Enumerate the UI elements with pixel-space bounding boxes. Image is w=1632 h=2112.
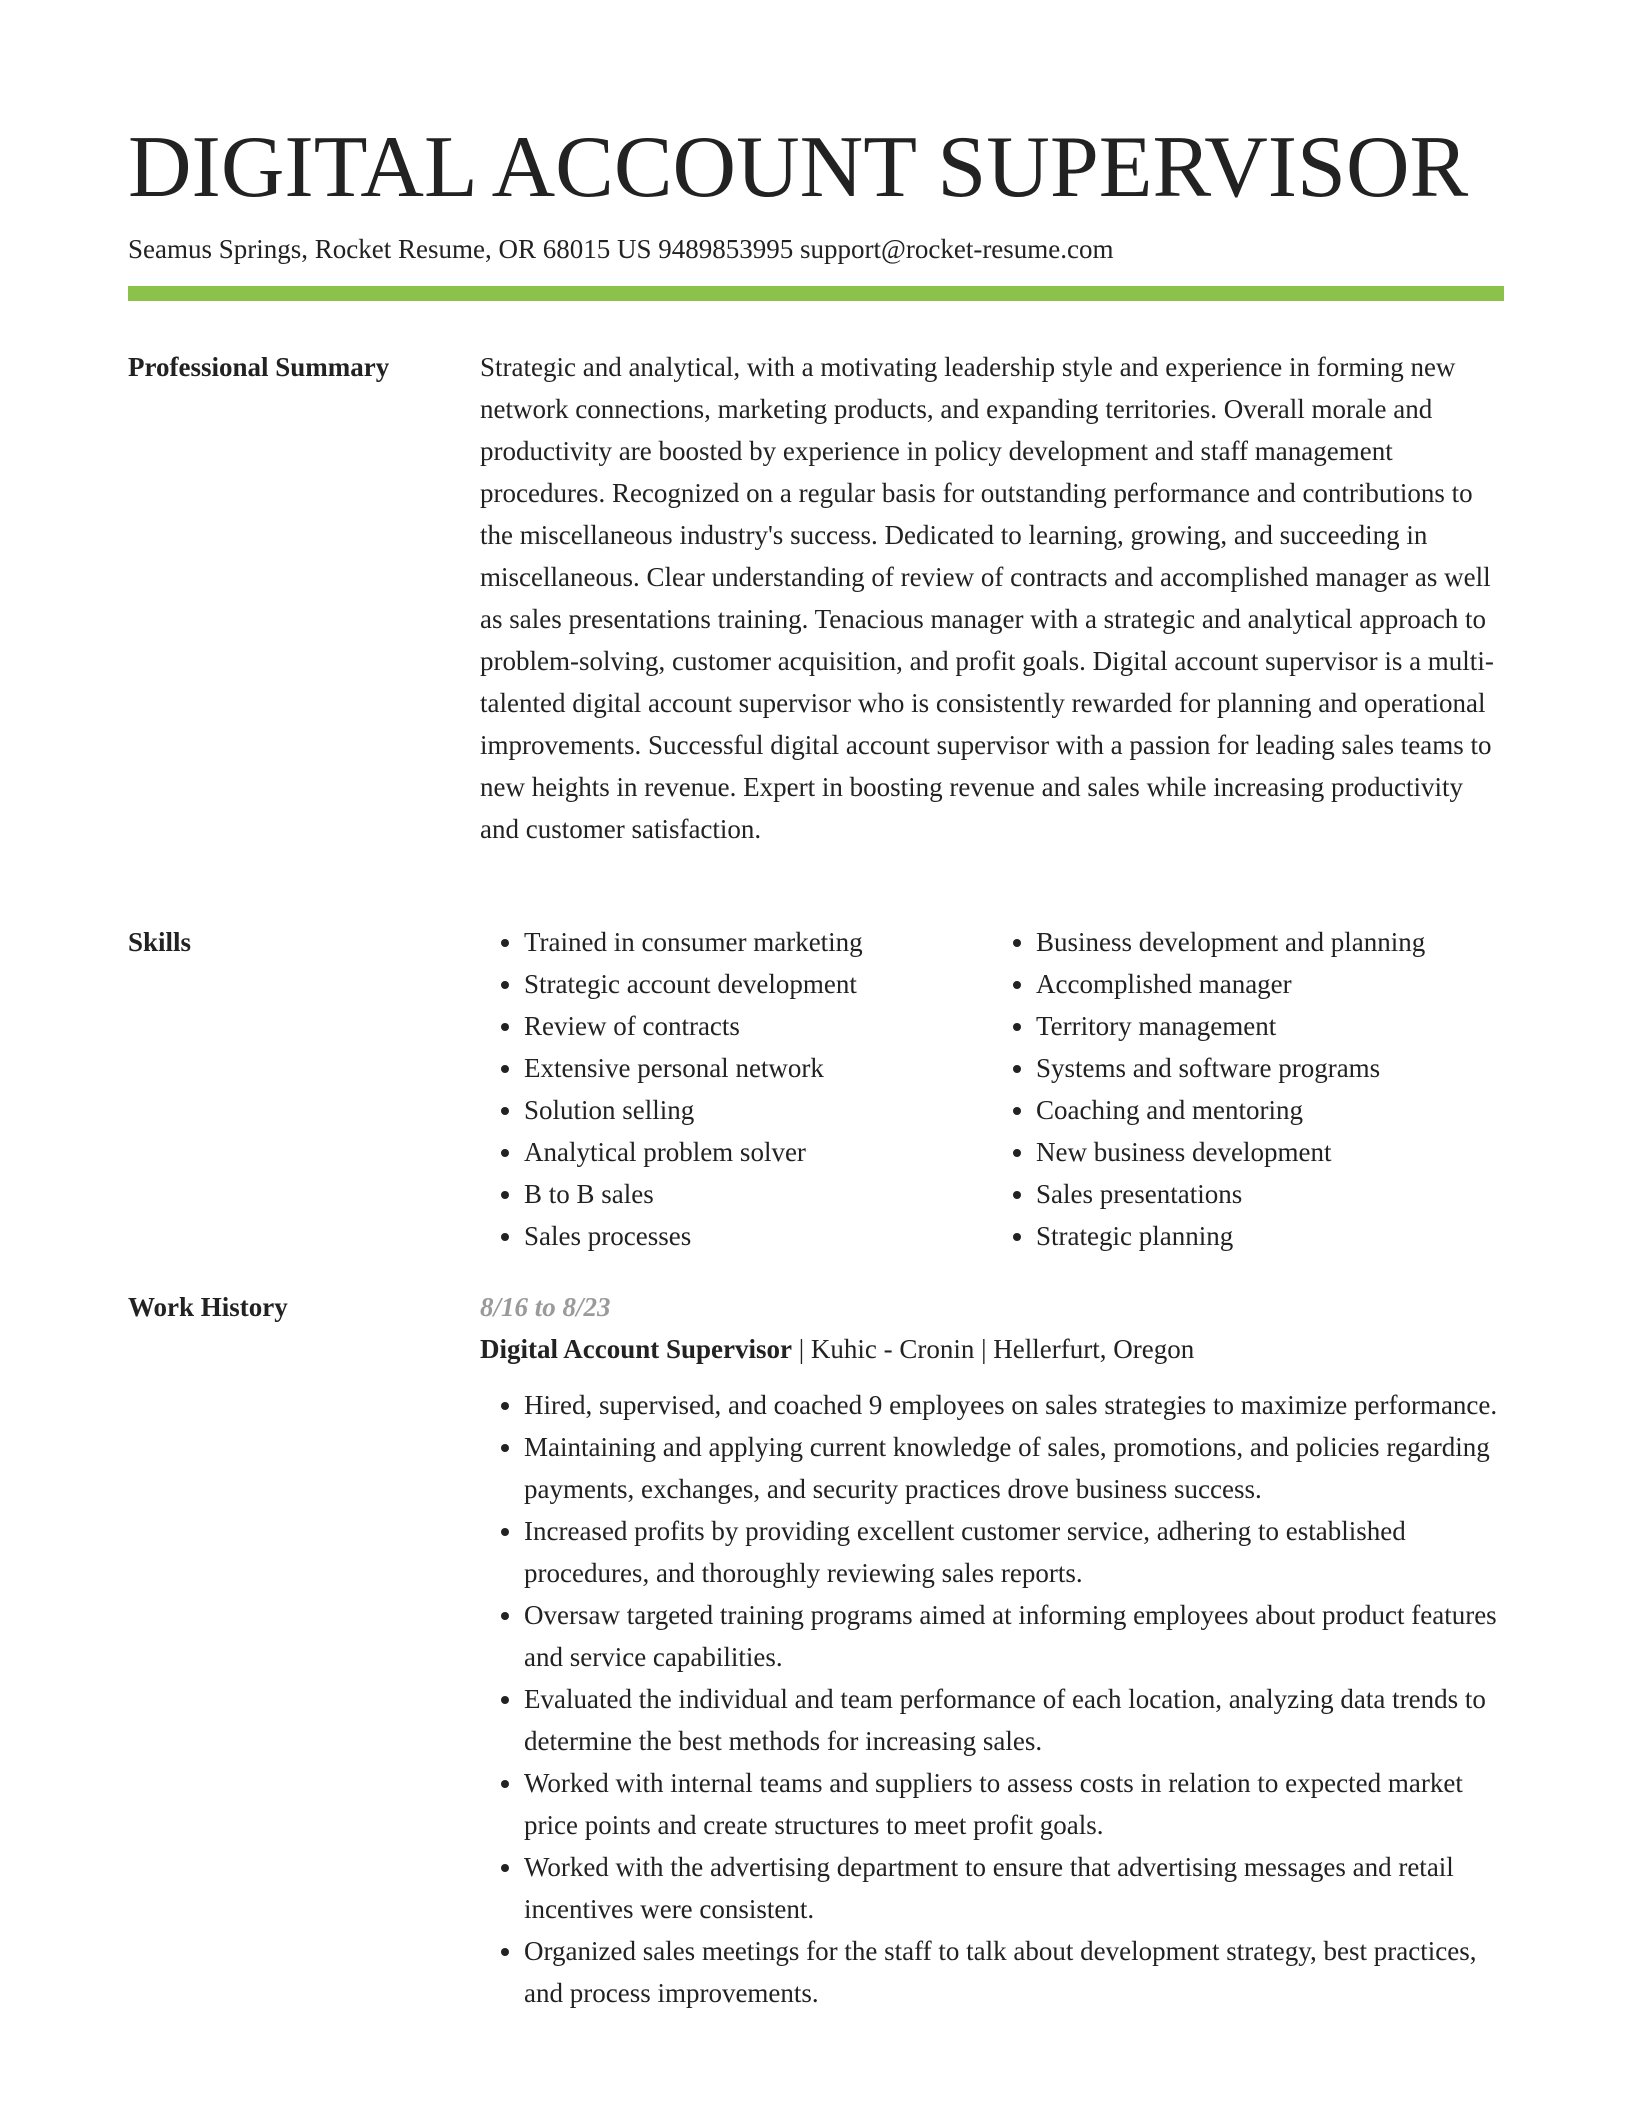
contact-email[interactable]: support@rocket-resume.com (800, 234, 1114, 264)
skill-item: • Analytical problem solver (524, 1131, 992, 1173)
skill-item: • B to B sales (524, 1173, 992, 1215)
skill-item: • Strategic planning (1036, 1215, 1504, 1257)
skill-item: • Strategic account development (524, 963, 992, 1005)
skill-item: • New business development (1036, 1131, 1504, 1173)
skill-item: • Sales processes (524, 1215, 992, 1257)
job-bullet: • Oversaw targeted training programs aimed at informing employees about product features and service capabilities. (524, 1594, 1504, 1678)
contact-line (128, 232, 1114, 266)
skill-item: • Extensive personal network (524, 1047, 992, 1089)
job-bullet-list (480, 1384, 1504, 2014)
job-bullet: • Maintaining and applying current knowledge of sales, promotions, and policies regarding payments, exchanges, and security practices drove business success. (524, 1426, 1504, 1510)
skill-item: • Trained in consumer marketing (524, 921, 992, 963)
resume-title: DIGITAL ACCOUNT SUPERVISOR (128, 119, 1469, 216)
contact-address: Seamus Springs, Rocket Resume, OR 68015 US (128, 234, 652, 264)
skill-item: • Solution selling (524, 1089, 992, 1131)
job-bullet: • Increased profits by providing excellent customer service, adhering to established procedures, and thoroughly reviewing sales reports. (524, 1510, 1504, 1594)
job-title: Digital Account Supervisor (480, 1334, 793, 1364)
skills-list-left (480, 921, 992, 1257)
skills-label: Skills (128, 927, 192, 957)
job-bullet: • Hired, supervised, and coached 9 employees on sales strategies to maximize performance. (524, 1384, 1504, 1426)
header-divider (128, 286, 1504, 301)
job-bullet: • Evaluated the individual and team performance of each location, analyzing data trends to determine the best methods for increasing sales. (524, 1678, 1504, 1762)
work-history-body (480, 1286, 1504, 2014)
job-bullet: • Worked with internal teams and suppliers to assess costs in relation to expected market price points and create structures to meet profit goals. (524, 1762, 1504, 1846)
skill-item: • Coaching and mentoring (1036, 1089, 1504, 1131)
job-heading (480, 1328, 1504, 1370)
job-bullet: • Worked with the advertising department to ensure that advertising messages and retail incentives were consistent. (524, 1846, 1504, 1930)
summary-label: Professional Summary (128, 352, 390, 382)
skill-item: • Systems and software programs (1036, 1047, 1504, 1089)
contact-phone: 9489853995 (658, 234, 794, 264)
job-entry (480, 1286, 1504, 2014)
summary-body (480, 346, 1504, 850)
work-history-label: Work History (128, 1292, 288, 1322)
job-dates: 8/16 to 8/23 (480, 1292, 611, 1322)
job-details: | Kuhic - Cronin | Hellerfurt, Oregon (792, 1334, 1195, 1364)
job-bullet: • Organized sales meetings for the staff to talk about development strategy, best practices, and process improvements. (524, 1930, 1504, 2014)
skills-body (480, 921, 1504, 1257)
skill-item: • Territory management (1036, 1005, 1504, 1047)
skill-item: • Sales presentations (1036, 1173, 1504, 1215)
skill-item: • Review of contracts (524, 1005, 992, 1047)
summary-text: Strategic and analytical, with a motivating leadership style and experience in forming new network connections, marketing products, and expanding territories. Overall morale and productivity are boosted by experience in policy development and staff management procedures. Recognized on a regular basis for outstanding performance and contributions to the miscellaneous industry's success. Dedicated to learning, growing, and succeeding in miscellaneous. Clear understanding of review of contracts and accomplished manager as well as sales presentations training. Tenacious manager with a strategic and analytical approach to problem-solving, customer acquisition, and profit goals. Digital account supervisor is a multi-talented digital account supervisor who is consistently rewarded for planning and operational improvements. Successful digital account supervisor with a passion for leading sales teams to new heights in revenue. Expert in boosting revenue and sales while increasing productivity and customer satisfaction. (480, 352, 1494, 844)
skills-list-right (992, 921, 1504, 1257)
skill-item: • Accomplished manager (1036, 963, 1504, 1005)
skill-item: • Business development and planning (1036, 921, 1504, 963)
